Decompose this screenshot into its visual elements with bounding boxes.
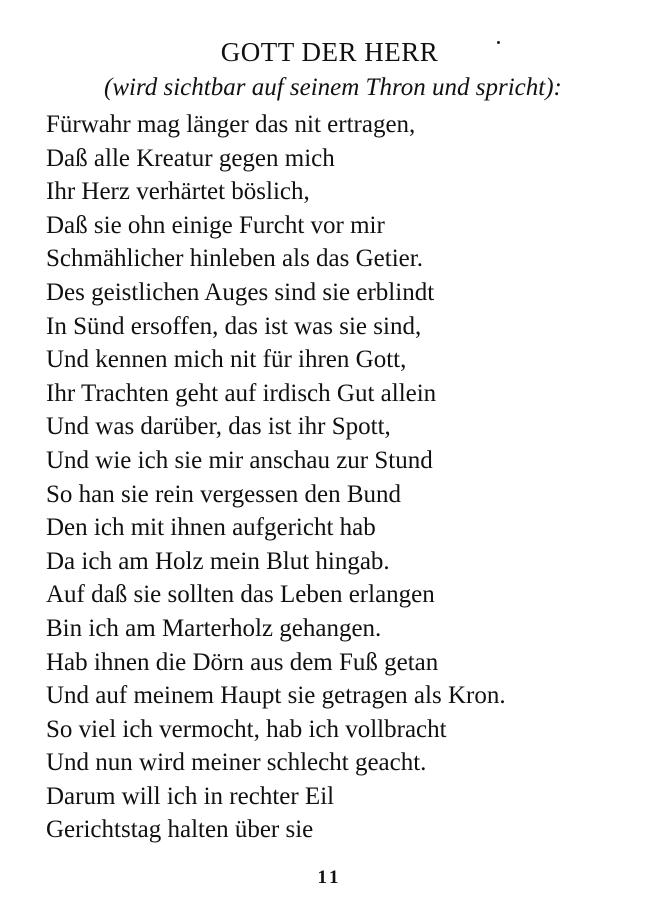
verse-line: Auf daß sie sollten das Leben erlangen (46, 581, 435, 609)
verse-line: So han sie rein vergessen den Bund (46, 480, 402, 508)
stage-direction: (wird sichtbar auf seinem Thron und spricht): (104, 74, 562, 101)
verse-line: Daß sie ohn einige Furcht vor mir (46, 211, 385, 239)
verse-line: Und was darüber, das ist ihr Spott, (46, 413, 391, 441)
verse-block (46, 108, 506, 847)
verse-line: In Sünd ersoffen, das ist was sie sind, (46, 312, 422, 340)
verse-line: Und kennen mich nit für ihren Gott, (46, 346, 407, 374)
page-number: 11 (317, 867, 342, 888)
verse-line: Bin ich am Marterholz gehangen. (46, 614, 382, 642)
verse-line: Den ich mit ihnen aufgericht hab (46, 514, 376, 542)
verse-line: Hab ihnen die Dörn aus dem Fuß getan (46, 648, 439, 676)
speaker-heading: GOTT DER HERR (220, 37, 439, 67)
verse-line: So viel ich vermocht, hab ich vollbracht (46, 715, 447, 743)
verse-line: Und nun wird meiner schlecht geacht. (46, 749, 427, 777)
verse-line: Da ich am Holz mein Blut hingab. (46, 547, 390, 575)
verse-line: Gerichtstag halten über sie (46, 816, 314, 844)
verse-line: Fürwahr mag länger das nit ertragen, (46, 111, 416, 138)
verse-line: Schmählicher hinleben als das Getier. (46, 245, 423, 273)
verse-line: Und auf meinem Haupt sie getragen als Kron. (46, 682, 506, 710)
verse-line: Daß alle Kreatur gegen mich (46, 144, 335, 172)
verse-line: Und wie ich sie mir anschau zur Stund (46, 446, 433, 474)
verse-line: Ihr Trachten geht auf irdisch Gut allein (46, 379, 437, 407)
verse-line: Ihr Herz verhärtet böslich, (46, 178, 310, 206)
verse-line: Darum will ich in rechter Eil (46, 782, 335, 810)
verse-line: Des geistlichen Auges sind sie erblindt (46, 278, 435, 306)
